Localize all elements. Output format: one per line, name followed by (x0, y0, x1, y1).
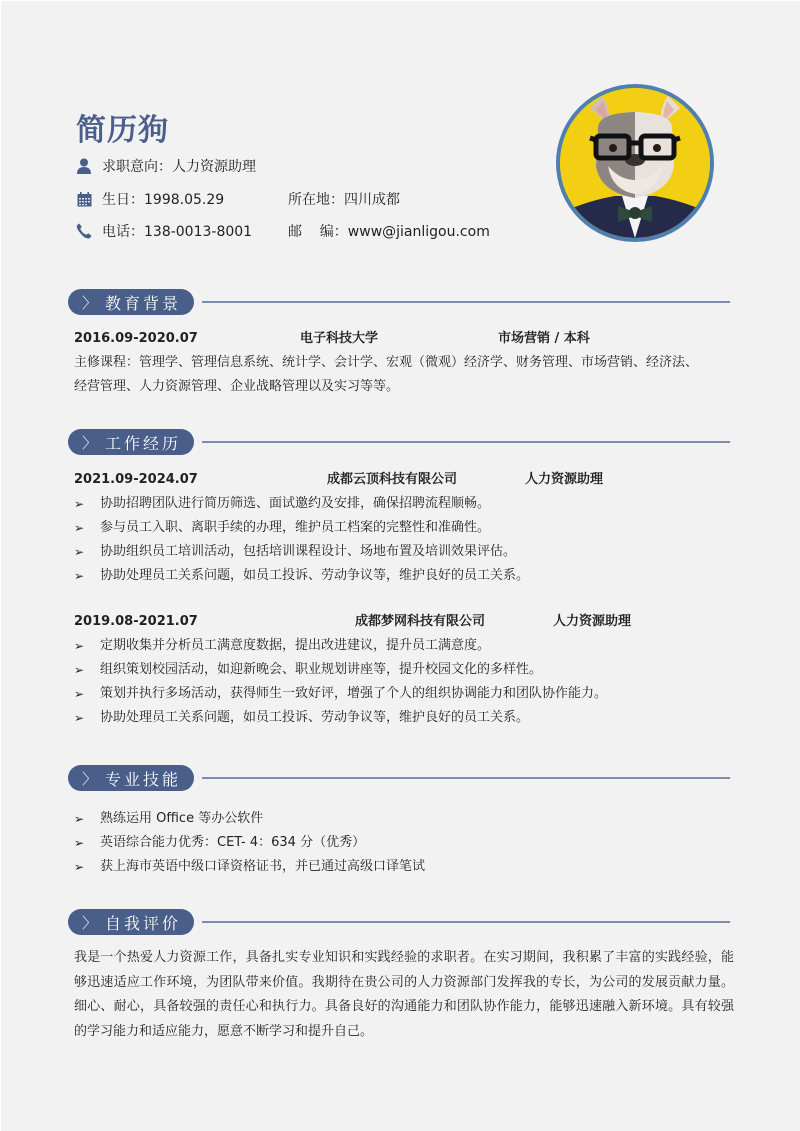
job-intent-row (76, 156, 256, 176)
bulldog-illustration (560, 88, 710, 238)
divider (202, 921, 730, 923)
arrow-bullet-icon: ➢ (74, 836, 85, 850)
arrow-bullet-icon: ➢ (74, 687, 85, 701)
arrow-bullet-icon: ➢ (74, 663, 85, 677)
job-period: 2021.09-2024.07 (74, 472, 198, 487)
list-item: ➢ 定期收集并分析员工满意度数据，提出改进建议，提升员工满意度。 (74, 636, 490, 656)
phone-icon (76, 223, 92, 239)
chevron-right-icon: 〉 (82, 769, 98, 788)
candidate-name: 简历狗 (76, 113, 169, 148)
list-item: ➢ 参与员工入职、离职手续的办理，维护员工档案的完整性和准确性。 (74, 518, 490, 538)
list-item: ➢ 协助组织员工培训活动，包括培训课程设计、场地布置及培训效果评估。 (74, 542, 516, 562)
self-evaluation-text: 我是一个热爱人力资源工作，具备扎实专业知识和实践经验的求职者。在实习期间，我积累了丰富的实践经验，能够迅速适应工作环境，为团队带来价值。我期待在贵公司的人力资源部门发挥我的专长，为公司的发展贡献力量。细心、耐心，具备较强的责任心和执行力。具备良好的沟通能力和团队协作能力，能够迅速融入新环境。具有较强的学习能力和适应能力，愿意不断学习和提升自己。 (74, 950, 734, 1039)
divider (202, 441, 730, 443)
education-courses-line2: 经营管理、人力资源管理、企业战略管理以及实习等等。 (74, 379, 400, 394)
arrow-bullet-icon: ➢ (74, 711, 85, 725)
section-title: 自我评价 (105, 913, 182, 933)
education-school: 电子科技大学 (300, 331, 379, 346)
job-company: 成都梦网科技有限公司 (355, 614, 486, 629)
section-title: 教育背景 (105, 293, 182, 313)
email: 邮 编：www@jianligou.com (288, 224, 490, 240)
arrow-bullet-icon: ➢ (74, 860, 85, 874)
job-role: 人力资源助理 (553, 614, 632, 629)
divider (202, 777, 730, 779)
arrow-bullet-icon: ➢ (74, 545, 85, 559)
section-skills-header (68, 765, 730, 791)
job-period: 2019.08-2021.07 (74, 614, 198, 629)
list-item: ➢ 协助处理员工关系问题，如员工投诉、劳动争议等，维护良好的员工关系。 (74, 566, 529, 586)
section-self-eval-pill (68, 909, 194, 935)
education-period: 2016.09-2020.07 (74, 331, 198, 346)
section-title: 工作经历 (105, 433, 182, 453)
list-item: ➢ 获上海市英语中级口译资格证书，并已通过高级口译笔试 (74, 857, 425, 877)
list-item: ➢ 策划并执行多场活动，获得师生一致好评，增强了个人的组织协调能力和团队协作能力。 (74, 684, 607, 704)
list-item: ➢ 英语综合能力优秀：CET- 4：634 分（优秀） (74, 833, 365, 853)
person-icon (76, 158, 92, 174)
section-education-header (68, 289, 730, 315)
education-entry (74, 329, 734, 349)
arrow-bullet-icon: ➢ (74, 569, 85, 583)
list-item: ➢ 熟练运用 Office 等办公软件 (74, 809, 263, 829)
phone: 电话：138-0013-8001 (102, 224, 253, 240)
job-intent: 求职意向：人力资源助理 (102, 159, 256, 175)
section-work-header (68, 429, 730, 455)
location: 所在地：四川成都 (288, 192, 400, 208)
job-company: 成都云顶科技有限公司 (327, 472, 458, 487)
education-courses-line1: 主修课程：管理学、管理信息系统、统计学、会计学、宏观（微观）经济学、财务管理、市场营销、经济法、 (74, 355, 699, 370)
arrow-bullet-icon: ➢ (74, 812, 85, 826)
section-self-eval-header (68, 909, 730, 935)
list-item: ➢ 组织策划校园活动，如迎新晚会、职业规划讲座等，提升校园文化的多样性。 (74, 660, 542, 680)
birthday-row (76, 189, 400, 209)
section-education-pill (68, 289, 194, 315)
section-title: 专业技能 (105, 769, 182, 789)
job-entry-header (74, 470, 734, 490)
job-entry-header (74, 612, 734, 632)
birthday: 生日：1998.05.29 (102, 192, 225, 208)
section-work-pill (68, 429, 194, 455)
job-role: 人力资源助理 (525, 472, 604, 487)
section-skills-pill (68, 765, 194, 791)
chevron-right-icon: 〉 (82, 293, 98, 312)
arrow-bullet-icon: ➢ (74, 521, 85, 535)
arrow-bullet-icon: ➢ (74, 639, 85, 653)
list-item: ➢ 协助招聘团队进行简历筛选、面试邀约及安排，确保招聘流程顺畅。 (74, 494, 490, 514)
avatar (556, 84, 714, 242)
chevron-right-icon: 〉 (82, 913, 98, 932)
list-item: ➢ 协助处理员工关系问题，如员工投诉、劳动争议等，维护良好的员工关系。 (74, 708, 529, 728)
chevron-right-icon: 〉 (82, 433, 98, 452)
contact-row (76, 221, 490, 241)
calendar-icon (76, 191, 92, 207)
education-major: 市场营销 / 本科 (498, 331, 590, 346)
divider (202, 301, 730, 303)
arrow-bullet-icon: ➢ (74, 497, 85, 511)
